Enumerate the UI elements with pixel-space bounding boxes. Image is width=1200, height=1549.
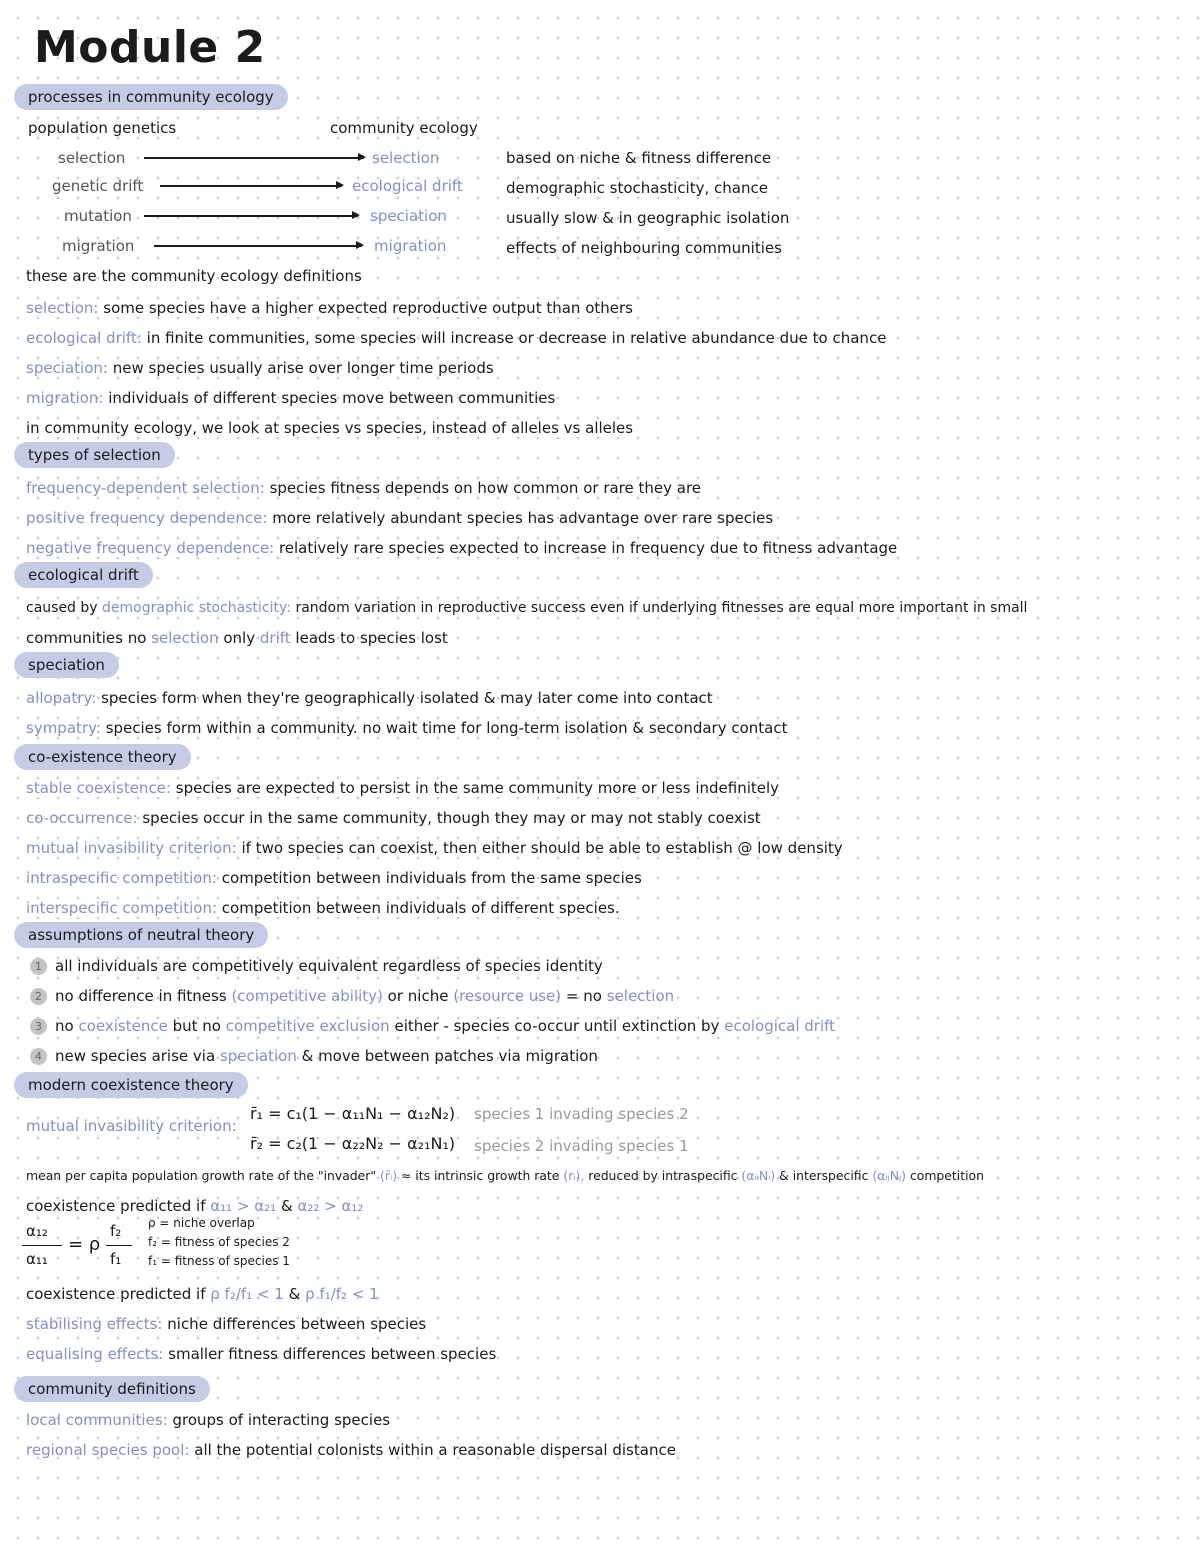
coexistence-condition-2: coexistence predicted if ρ f₂/f₁ < 1 & ρ f₁/f₂ < 1 [26, 1285, 379, 1303]
legend-fitness-2: f₂ = fitness of species 2 [148, 1235, 290, 1249]
coexistence-condition-1: coexistence predicted if α₁₁ > α₂₁ & α₂₂ > α₁₂ [26, 1197, 364, 1215]
definition-line: sympatry: species form within a community. no wait time for long-term isolation & secondary contact [26, 719, 788, 737]
definition-line: frequency-dependent selection: species fitness depends on how common or rare they are [26, 479, 702, 497]
definition-line: regional species pool: all the potential colonists within a reasonable dispersal distance [26, 1441, 676, 1459]
community-term: selection [372, 149, 440, 167]
section-heading-ecological-drift: ecological drift [14, 562, 153, 588]
arrow-icon [144, 157, 364, 159]
ratio-equation [20, 1222, 140, 1274]
definition-line: negative frequency dependence: relatively rare species expected to increase in frequency due to fitness advantage [26, 539, 898, 557]
ratio-denominator: α₁₁ [26, 1250, 48, 1268]
definition-line: mutual invasibility criterion: if two species can coexist, then either should be able to establish @ low density [26, 839, 843, 857]
definition-line: positive frequency dependence: more relatively abundant species has advantage over rare species [26, 509, 774, 527]
growth-rate-line: mean per capita population growth rate of the "invader" (r̄ᵢ) ≈ its intrinsic growth rate (rᵢ), reduced by intraspecific (αᵢᵢNᵢ) & interspecific (αᵢⱼNⱼ) competition [26, 1168, 984, 1183]
col-header-population-genetics: population genetics [28, 119, 177, 137]
popgen-term: migration [62, 237, 135, 255]
assumption-3: 3 no coexistence but no competitive exclusion either - species co-occur until extinction by ecological drift [30, 1016, 835, 1036]
section-heading-community-definitions: community definitions [14, 1376, 210, 1402]
definitions-intro: these are the community ecology definitions [26, 267, 362, 285]
section-heading-modern-coexistence: modern coexistence theory [14, 1072, 248, 1098]
ratio-numerator: α₁₂ [26, 1222, 48, 1240]
legend-niche-overlap: ρ = niche overlap [148, 1216, 255, 1230]
equation-1-note: species 1 invading species 2 [474, 1105, 689, 1123]
popgen-term: genetic drift [52, 177, 144, 195]
section-heading-types-of-selection: types of selection [14, 442, 175, 468]
number-badge: 3 [30, 1018, 47, 1035]
assumption-4: 4 new species arise via speciation & move between patches via migration [30, 1046, 598, 1066]
definition-line: interspecific competition: competition between individuals of different species. [26, 899, 620, 917]
arrow-icon [154, 245, 362, 247]
col-header-community-ecology: community ecology [330, 119, 478, 137]
arrow-icon [160, 185, 342, 187]
community-term: speciation [370, 207, 447, 225]
section-heading-neutral-theory: assumptions of neutral theory [14, 922, 268, 948]
community-term: ecological drift [352, 177, 463, 195]
popgen-term: selection [58, 149, 126, 167]
drift-line-2: communities no selection only drift leads to species lost [26, 629, 448, 647]
definition-line: migration: individuals of different species move between communities [26, 389, 556, 407]
page-title: Module 2 [34, 22, 266, 73]
process-note: demographic stochasticity, chance [506, 179, 768, 197]
drift-line-1: caused by demographic stochasticity: random variation in reproductive success even if underlying fitnesses are equal more important in small [26, 600, 1028, 616]
definition-line: selection: some species have a higher expected reproductive output than others [26, 299, 633, 317]
community-term: migration [374, 237, 447, 255]
number-badge: 1 [30, 958, 47, 975]
equation-2-note: species 2 invading species 1 [474, 1137, 689, 1155]
popgen-term: mutation [64, 207, 132, 225]
definition-line: speciation: new species usually arise over longer time periods [26, 359, 494, 377]
fitness-denominator: f₁ [110, 1250, 122, 1268]
section-heading-speciation: speciation [14, 652, 119, 678]
note-line: in community ecology, we look at species vs species, instead of alleles vs alleles [26, 419, 634, 437]
ratio-equals: = ρ [68, 1234, 101, 1255]
process-note: effects of neighbouring communities [506, 239, 782, 257]
section-heading-processes: processes in community ecology [14, 84, 288, 110]
definition-line: stabilising effects: niche differences between species [26, 1315, 427, 1333]
definition-line: equalising effects: smaller fitness differences between species [26, 1345, 497, 1363]
fitness-numerator: f₂ [110, 1222, 122, 1240]
equation-1: r̄₁ = c₁(1 − α₁₁N₁ − α₁₂N₂) [250, 1104, 456, 1123]
definition-line: co-occurrence: species occur in the same community, though they may or may not stably coexist [26, 809, 761, 827]
mic-term: mutual invasibility criterion: [26, 1117, 237, 1135]
section-heading-coexistence-theory: co-existence theory [14, 744, 191, 770]
legend-fitness-1: f₁ = fitness of species 1 [148, 1254, 290, 1268]
assumption-2: 2 no difference in fitness (competitive ability) or niche (resource use) = no selection [30, 986, 674, 1006]
definition-line: ecological drift: in finite communities, some species will increase or decrease in relative abundance due to chance [26, 329, 887, 347]
equation-2: r̄₂ = c₂(1 − α₂₂N₂ − α₂₁N₁) [250, 1134, 456, 1153]
definition-line: stable coexistence: species are expected to persist in the same community more or less indefinitely [26, 779, 780, 797]
definition-line: local communities: groups of interacting species [26, 1411, 391, 1429]
definition-line: intraspecific competition: competition between individuals from the same species [26, 869, 642, 887]
process-note: usually slow & in geographic isolation [506, 209, 790, 227]
definition-line: allopatry: species form when they're geographically isolated & may later come into contact [26, 689, 713, 707]
number-badge: 4 [30, 1048, 47, 1065]
arrow-icon [144, 215, 358, 217]
process-note: based on niche & fitness difference [506, 149, 772, 167]
assumption-1: 1 all individuals are competitively equivalent regardless of species identity [30, 956, 603, 976]
ratio-legend [148, 1214, 290, 1271]
number-badge: 2 [30, 988, 47, 1005]
